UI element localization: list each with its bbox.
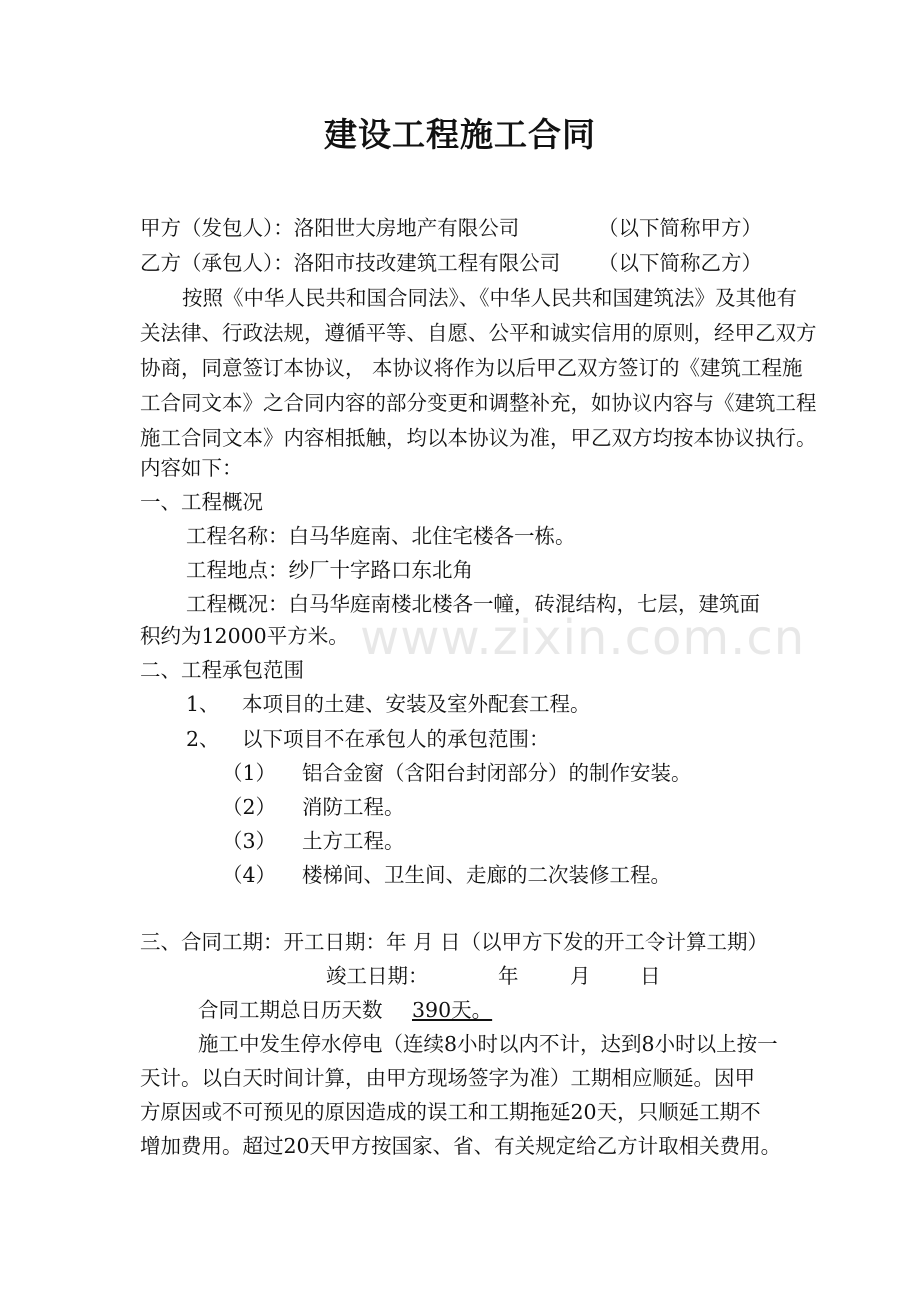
exclusion-text: 消防工程。 bbox=[302, 795, 405, 819]
scope-item-number: 1、 bbox=[186, 692, 220, 716]
total-days-label: 合同工期总日历天数 bbox=[198, 998, 383, 1022]
exclusion-number: （1） bbox=[222, 761, 277, 785]
preamble-line: 工合同文本》之合同内容的部分变更和调整补充，如协议内容与《建筑工程 bbox=[140, 391, 817, 415]
exclusion-text: 楼梯间、卫生间、走廊的二次装修工程。 bbox=[302, 863, 671, 887]
completion-month: 月 bbox=[570, 964, 591, 988]
total-days-value: 390天。 bbox=[412, 998, 493, 1022]
scope-item-text: 以下项目不在承包人的承包范围： bbox=[242, 727, 550, 751]
completion-year: 年 bbox=[498, 964, 519, 988]
watermark: www.zixin.com.cn bbox=[360, 610, 806, 666]
delay-paragraph-line: 增加费用。超过20天甲方按国家、省、有关规定给乙方计取相关费用。 bbox=[140, 1134, 782, 1158]
exclusion-number: （3） bbox=[222, 829, 277, 853]
section1-heading: 一、工程概况 bbox=[140, 490, 263, 514]
party-b-line: 乙方（承包人）：洛阳市技改建筑工程有限公司 bbox=[140, 251, 561, 275]
exclusion-number: （2） bbox=[222, 795, 277, 819]
preamble-line: 施工合同文本》内容相抵触，均以本协议为准，甲乙双方均按本协议执行。 bbox=[140, 426, 817, 450]
party-b-short: （以下简称乙方） bbox=[598, 251, 762, 275]
preamble-line: 关法律、行政法规，遵循平等、自愿、公平和诚实信用的原则，经甲乙双方 bbox=[140, 321, 817, 345]
scope-item-text: 本项目的土建、安装及室外配套工程。 bbox=[242, 692, 591, 716]
scope-item-number: 2、 bbox=[186, 727, 220, 751]
exclusion-number: （4） bbox=[222, 863, 277, 887]
exclusion-text: 土方工程。 bbox=[302, 829, 405, 853]
delay-paragraph-line: 天计。以白天时间计算，由甲方现场签字为准）工期相应顺延。因甲 bbox=[140, 1066, 755, 1090]
completion-day: 日 bbox=[640, 964, 661, 988]
document-title: 建设工程施工合同 bbox=[324, 115, 596, 154]
preamble-line: 内容如下： bbox=[140, 456, 243, 480]
project-overview-cont: 积约为12000平方米。 bbox=[140, 624, 349, 648]
completion-date-label: 竣工日期： bbox=[326, 964, 429, 988]
project-name: 工程名称：白马华庭南、北住宅楼各一栋。 bbox=[186, 524, 576, 548]
project-overview: 工程概况：白马华庭南楼北楼各一幢，砖混结构，七层，建筑面 bbox=[186, 592, 760, 616]
preamble-line: 按照《中华人民共和国合同法》、《中华人民共和国建筑法》及其他有 bbox=[182, 286, 797, 310]
party-a-line: 甲方（发包人）：洛阳世大房地产有限公司 bbox=[140, 216, 520, 240]
delay-paragraph-line: 方原因或不可预见的原因造成的误工和工期拖延20天，只顺延工期不 bbox=[140, 1100, 761, 1124]
exclusion-text: 铝合金窗（含阳台封闭部分）的制作安装。 bbox=[302, 761, 692, 785]
project-location: 工程地点：纱厂十字路口东北角 bbox=[186, 558, 473, 582]
party-a-short: （以下简称甲方） bbox=[598, 216, 762, 240]
construction-period-line: 三、合同工期：开工日期：年 月 日（以甲方下发的开工令计算工期） bbox=[140, 930, 769, 954]
section2-heading: 二、工程承包范围 bbox=[140, 658, 304, 682]
delay-paragraph-line: 施工中发生停水停电（连续8小时以内不计，达到8小时以上按一 bbox=[198, 1032, 778, 1056]
preamble-line: 协商，同意签订本协议， 本协议将作为以后甲乙双方签订的《建筑工程施 bbox=[140, 356, 803, 380]
